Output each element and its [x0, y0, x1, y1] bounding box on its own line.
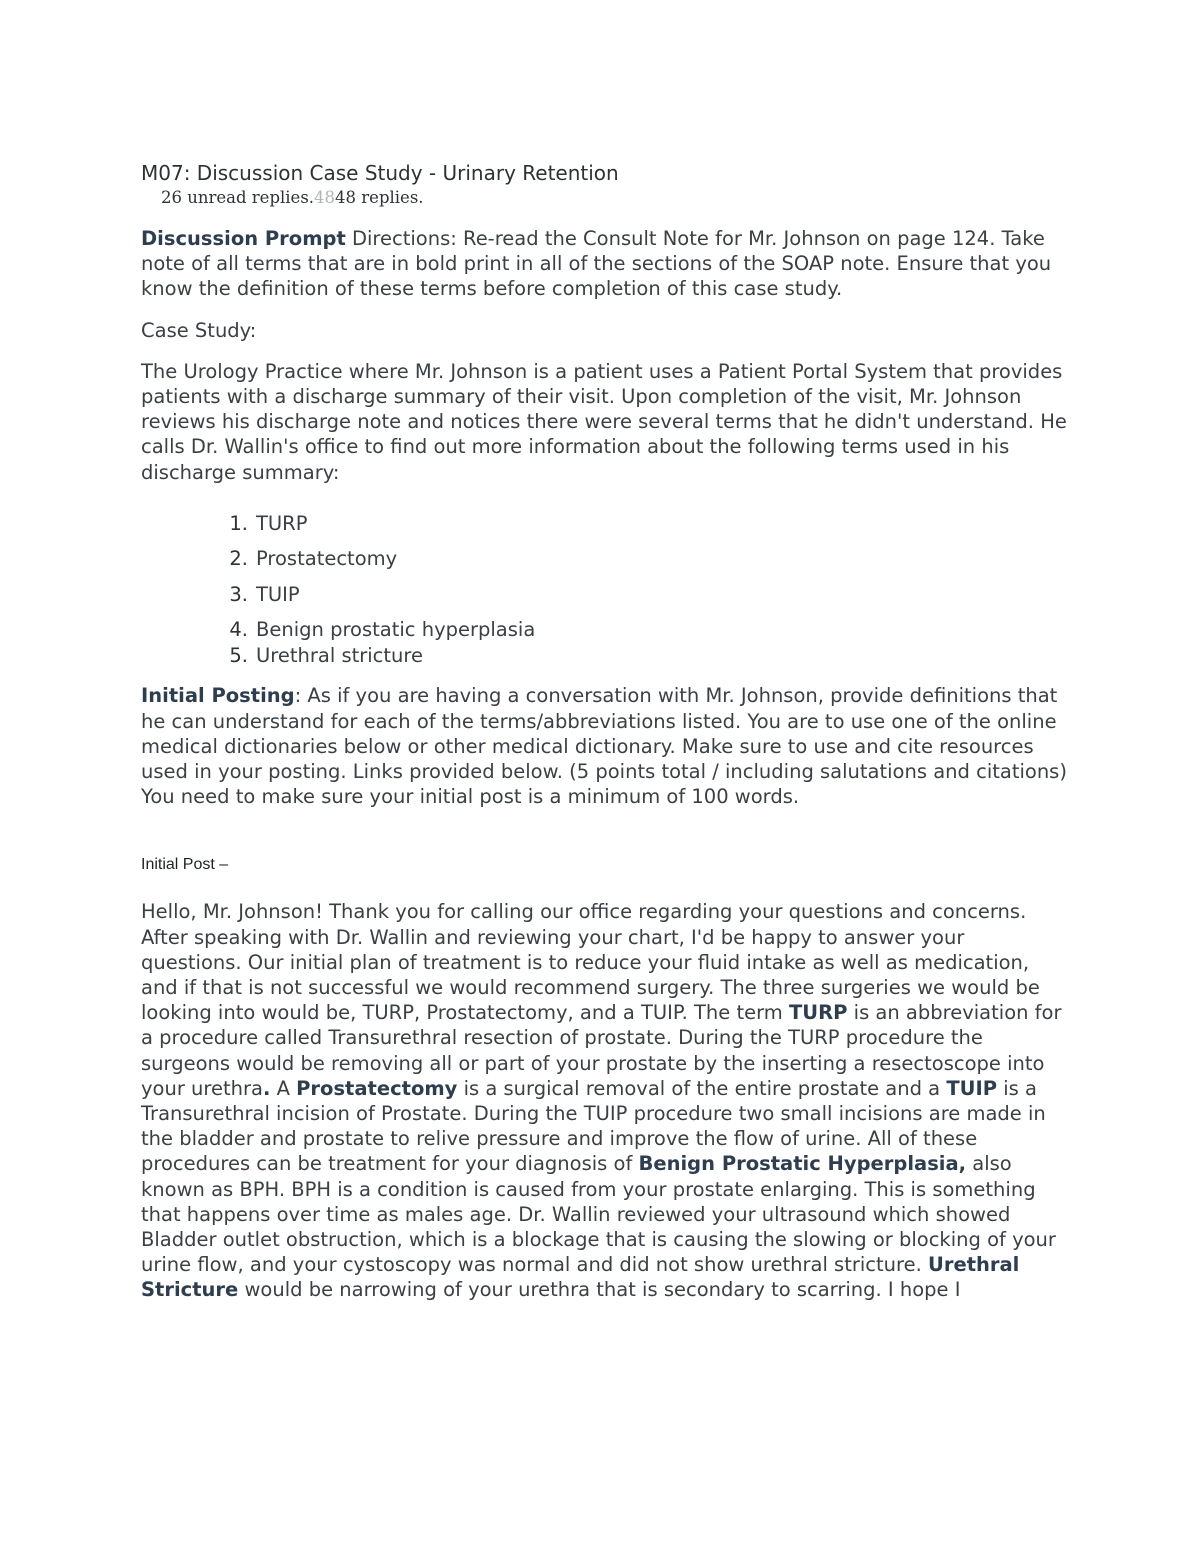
discussion-prompt — [141, 226, 1071, 302]
post-text: also known as BPH. BPH is a condition is caused from your prostate enlarging. This is something that happens over time as males age. Dr. Wallin reviewed your ultrasound which showed Bladder outlet obstruction, which is a blockage that is causing the slowing or blocking of your urine flow, and your cystoscopy was normal and did not show urethral stricture. — [141, 1152, 1056, 1277]
list-item-label: TURP — [256, 511, 308, 535]
page-title: M07: Discussion Case Study - Urinary Retention — [141, 161, 619, 185]
list-item-label: Urethral stricture — [256, 643, 423, 667]
post-text: would be narrowing of your urethra that is secondary to scarring. I hope I — [238, 1278, 961, 1302]
post-text: Hello, Mr. Johnson! Thank you for calling our office regarding your questions and concerns. After speaking with Dr. Wallin and reviewing your chart, I'd be happy to answer your questions. Our initial plan of treatment is to reduce your fluid intake as well as medication, and if that is not successful we would recommend surgery. The three surgeries we would be looking into would be, TURP, Prostatectomy, and a TUIP. The term — [141, 900, 1040, 1025]
list-item — [141, 511, 1071, 547]
list-item-label: TUIP — [256, 582, 300, 606]
reply-count — [161, 186, 1071, 210]
discussion-prompt-heading: Discussion Prompt — [141, 227, 346, 250]
initial-posting-heading: Initial Posting — [141, 684, 295, 708]
list-item-label: Benign prostatic hyperplasia — [256, 618, 536, 642]
case-study-label: Case Study: — [141, 318, 257, 342]
list-item-number: 3. — [229, 582, 248, 606]
terms-list — [141, 511, 1071, 679]
list-item — [141, 582, 1071, 618]
list-item-number: 4. — [229, 618, 248, 642]
term-turp: TURP — [789, 1001, 848, 1025]
document-page — [141, 160, 1071, 1303]
post-text: is a surgical removal of the entire prostate and a — [457, 1076, 947, 1100]
term-bph: Benign Prostatic Hyperplasia, — [638, 1152, 967, 1176]
list-item-number: 1. — [229, 511, 248, 535]
discussion-prompt-text: Directions: Re-read the Consult Note for Mr. Johnson on page 124. Take note of all terms that are in bold print in all of the sections of the SOAP note. Ensure that you know the definition of these terms before completion of this case study. — [141, 227, 1052, 301]
list-item — [141, 643, 1071, 679]
unread-replies: 26 unread replies. — [161, 188, 315, 207]
faded-reply-count: 48 — [314, 188, 336, 207]
list-item-number: 2. — [229, 547, 248, 571]
case-study-text: The Urology Practice where Mr. Johnson is a patient uses a Patient Portal System that provides patients with a discharge summary of their visit. Upon completion of the visit, Mr. Johnson reviews his discharge note and notices there were several terms that he didn't understand. He calls Dr. Wallin's office to find out more information about the following terms used in his discharge summary: — [141, 359, 1067, 484]
list-item-number: 5. — [229, 643, 248, 667]
list-item — [141, 546, 1071, 582]
post-text: is an abbreviation for a procedure called Transurethral resection of prostate. During the TURP procedure the surgeons would be removing all or part of your prostate by the inserting a resectoscope into your urethra — [141, 1001, 1062, 1100]
initial-post-body — [141, 899, 1071, 1302]
post-text: is a Transurethral incision of Prostate. During the TUIP procedure two small incisions are made in the bladder and prostate to relive pressure and improve the flow of urine. All of these procedures can be treatment for your diagnosis of — [141, 1076, 1046, 1176]
post-text: A — [270, 1076, 297, 1100]
initial-post-label: Initial Post – — [141, 856, 229, 874]
term-urethral-stricture: Urethral Stricture — [141, 1253, 1020, 1302]
term-tuip: TUIP — [946, 1076, 998, 1100]
list-item — [141, 617, 1071, 643]
initial-posting — [141, 683, 1071, 809]
initial-posting-text: : As if you are having a conversation with Mr. Johnson, provide definitions that he can understand for each of the terms/abbreviations listed. You are to use one of the online medical dictionaries below or other medical dictionary. Make sure to use and cite resources used in your posting. Links provided below. (5 points total / including salutations and citations) You need to make sure your initial post is a minimum of 100 words. — [141, 684, 1067, 809]
total-replies: 48 replies. — [335, 188, 424, 207]
bold-period: . — [262, 1076, 271, 1100]
term-prostatectomy: Prostatectomy — [296, 1076, 458, 1100]
list-item-label: Prostatectomy — [256, 547, 398, 571]
